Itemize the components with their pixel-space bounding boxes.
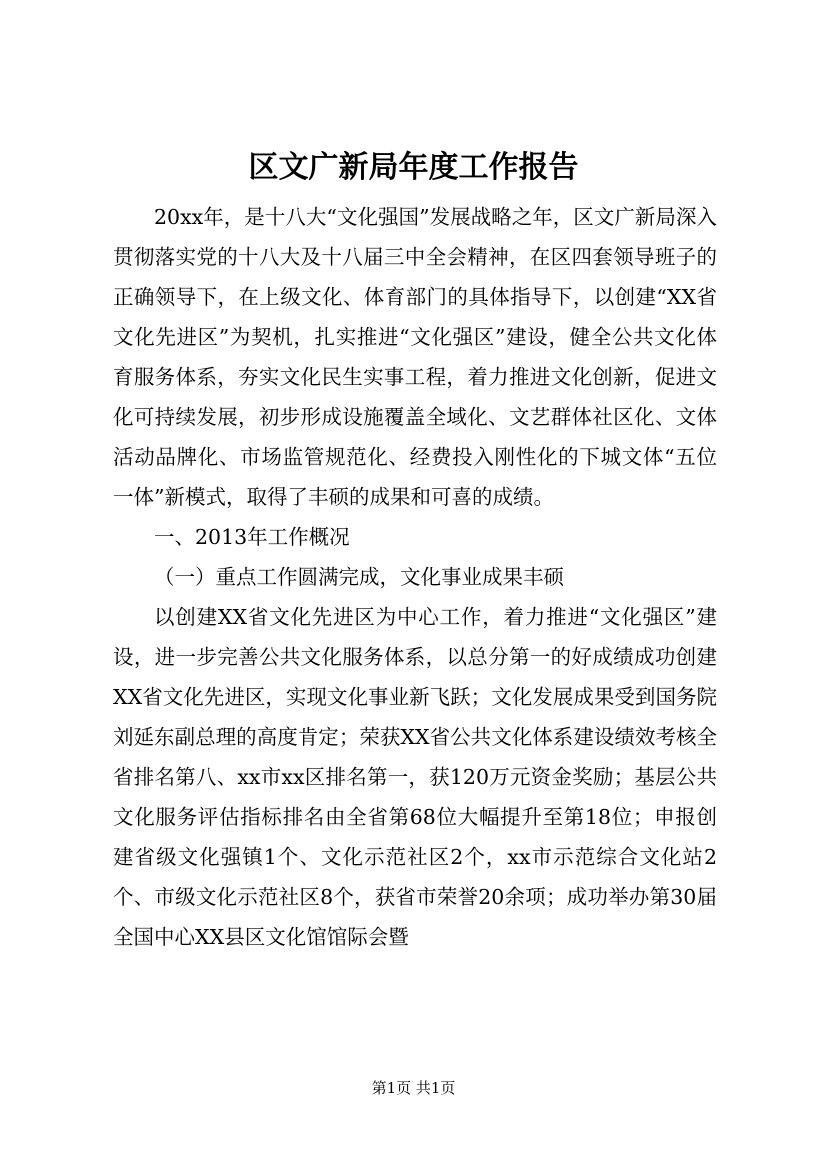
- document-body: [113, 197, 717, 957]
- subsection-heading: （一）重点工作圆满完成，文化事业成果丰硕: [154, 565, 564, 589]
- document-title: 区文广新局年度工作报告: [248, 150, 579, 185]
- page-number-footer: 第1页 共1页: [371, 1079, 456, 1097]
- section-heading: 一、2013年工作概况: [154, 525, 350, 549]
- paragraph-intro: 20xx年，是十八大“文化强国”发展战略之年，区文广新局深入贯彻落实党的十八大及十八届三中全会精神，在区四套领导班子的正确领导下，在上级文化、体育部门的具体指导下，以创建“XX省文化先进区”为契机，扎实推进“文化强区”建设，健全公共文化体育服务体系，夯实文化民生实事工程，着力推进文化创新，促进文化可持续发展，初步形成设施覆盖全域化、文艺群体社区化、文体活动品牌化、市场监管规范化、经费投入刚性化的下城文体“五位一体”新模式，取得了丰硕的成果和可喜的成绩。: [113, 205, 717, 509]
- paragraph-achievements: 以创建XX省文化先进区为中心工作，着力推进“文化强区”建设，进一步完善公共文化服务体系，以总分第一的好成绩成功创建XX省文化先进区，实现文化事业新飞跃；文化发展成果受到国务院刘延东副总理的高度肯定；荣获XX省公共文化体系建设绩效考核全省排名第八、xx市xx区排名第一，获120万元资金奖励；基层公共文化服务评估指标排名由全省第68位大幅提升至第18位；申报创建省级文化强镇1个、文化示范社区2个，xx市示范综合文化站2个、市级文化示范社区8个，获省市荣誉20余项；成功举办第30届全国中心XX县区文化馆馆际会暨: [113, 605, 717, 949]
